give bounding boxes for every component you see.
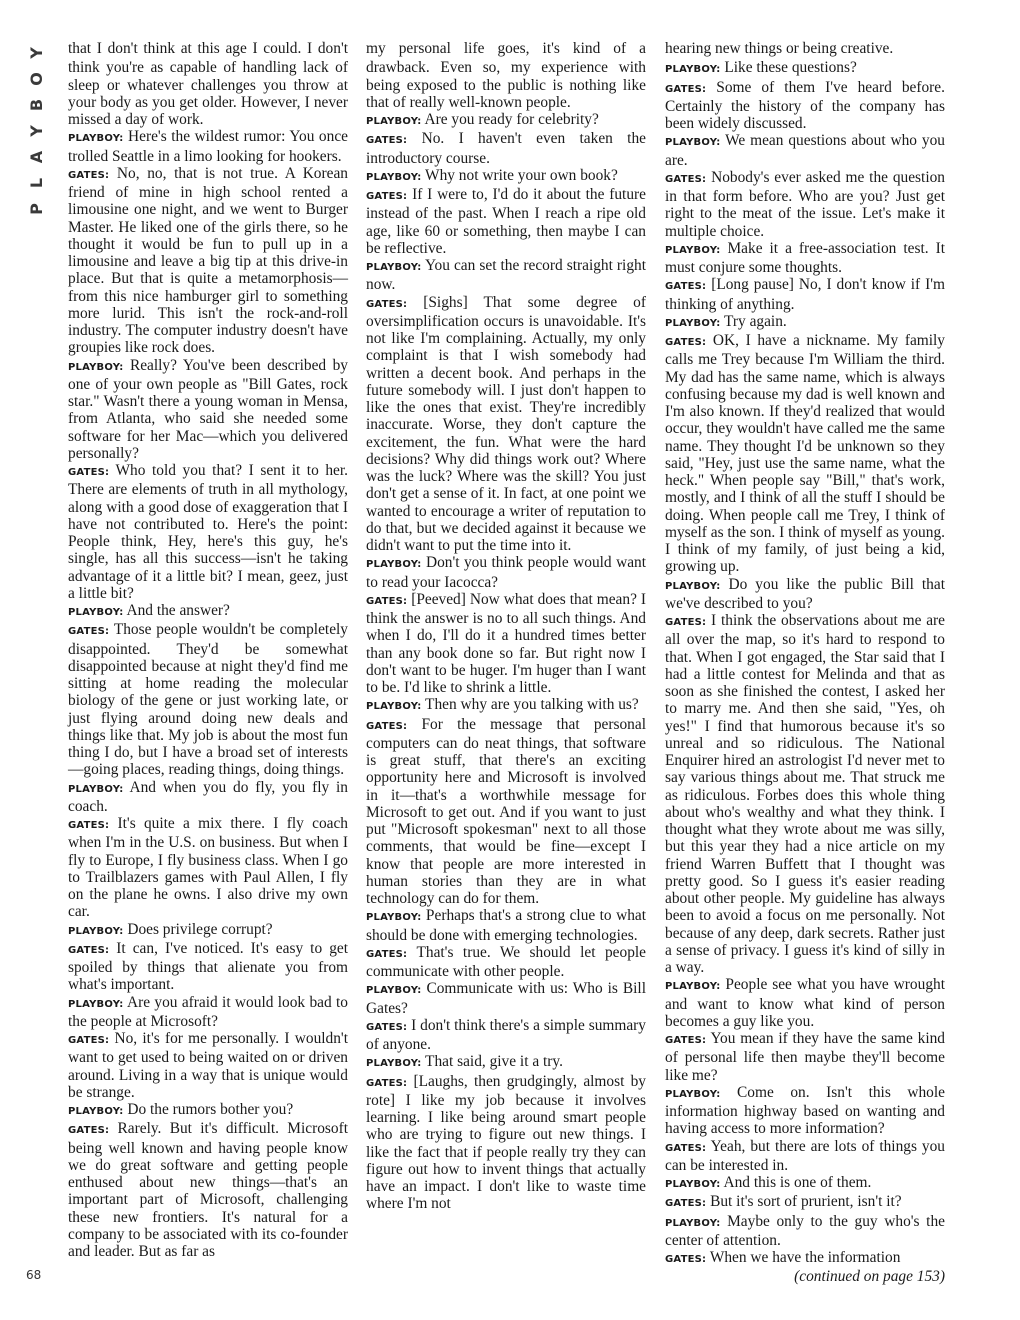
text-column-3 [665,40,945,1286]
speaker-label: GATES: [68,1125,110,1137]
interview-paragraph [366,554,646,591]
speaker-label: PLAYBOY: [366,912,422,924]
interview-paragraph [366,1017,646,1054]
interview-paragraph [665,332,945,576]
paragraph-text: That's true. We should let people communicate with other people. [366,943,647,980]
paragraph-text: [Sighs] That some degree of oversimplification occurs is unavoidable. It's not like I'm complaining. Actually, my only complaint is that I wish somebody had written a decent book. And perhaps in the future somebody will. I just don't happen to like the ones that exist. They're incredibly inaccurate. Worse, they don't capture the excitement, the fun. What were the hard decisions? Why did things work out? Where was the luck? Where was the skill? You just don't get a sense of it. In fact, at one point we wanted to encourage a writer of reputation to do that, but we decided against it because we didn't want to put the time into it. [366,293,646,554]
speaker-label: PLAYBOY: [366,985,422,997]
paragraph-text: Really? You've been described by one of your own people as "Bill Gates, rock star." Wasn't there a young woman in Mensa, from Atlanta, who said she needed some software for her Mac—which you delivered personally? [68,356,348,462]
paragraph-text: And when you do fly, you fly in coach. [68,778,349,815]
interview-paragraph [366,130,646,167]
speaker-label: PLAYBOY: [68,361,124,373]
speaker-label: GATES: [665,617,707,628]
paragraph-text: Who told you that? I sent it to her. There are elements of truth in all mythology, along with a good dose of exaggeration that I have not contributed to. Here's the point: People think, Hey, here's this guy, he's single, has all this success—isn't he taking advantage of it a little bit? I mean, geez, just a little bit? [68,462,348,602]
paragraph-text: It can, I've noticed. It's easy to get spoiled by things that alienate you from what's important. [68,939,348,994]
interview-paragraph [665,240,945,277]
interview-paragraph [665,1084,945,1138]
interview-paragraph [665,79,945,133]
speaker-label: PLAYBOY: [665,317,721,329]
interview-paragraph [68,462,348,602]
speaker-label: PLAYBOY: [68,1106,124,1117]
paragraph-text: my personal life goes, it's kind of a drawback. Even so, my experience with being exposed to the public is nothing like that of really well-known people. [366,40,646,111]
speaker-label: PLAYBOY: [68,783,124,795]
interview-paragraph [68,1030,348,1101]
interview-paragraph [68,602,348,621]
paragraph-text: Yeah, but there are lots of things you can be interested in. [665,1137,945,1174]
speaker-label: GATES: [665,1035,707,1046]
speaker-label: PLAYBOY: [665,137,721,149]
interview-paragraph [68,815,348,921]
speaker-label: PLAYBOY: [665,580,721,592]
text-column-2 [366,40,646,1213]
speaker-label: PLAYBOY: [366,1058,422,1070]
speaker-label: GATES: [665,281,707,293]
speaker-label: PLAYBOY: [665,981,721,993]
paragraph-text: Perhaps that's a strong clue to what should be done with emerging technologies. [366,907,646,944]
interview-paragraph [68,1101,348,1120]
paragraph-text: Some of them I've heard before. Certainly the history of the company has been widely discussed. [665,78,945,132]
interview-paragraph [665,313,945,332]
speaker-label: PLAYBOY: [68,607,124,618]
paragraph-text: hearing new things or being creative. [665,40,894,57]
speaker-label: PLAYBOY: [68,133,124,145]
interview-paragraph [665,976,945,1030]
paragraph-text: Nobody's ever asked me the question in that form before. Who are you? Just get right to the meat of the issue. Let's make it multiple choice. [665,168,945,240]
masthead-letter: Y [27,125,46,137]
speaker-label: GATES: [665,173,707,185]
paragraph-text: If I were to, I'd do it about the future instead of the past. When I reach a ripe old age, like 60 or something, then maybe I can be reflective. [366,186,646,257]
interview-paragraph [366,591,646,697]
interview-paragraph [366,111,646,130]
paragraph-text: Do the rumors bother you? [127,1101,294,1118]
interview-paragraph [68,357,348,463]
paragraph-text: No, it's for me personally. I wouldn't want to get used to being waited on or driven around. Living in a way that is unique would be strange. [68,1030,348,1101]
paragraph-text: But it's sort of prurient, isn't it? [710,1193,902,1211]
speaker-label: GATES: [366,720,408,732]
interview-paragraph [366,1073,646,1213]
speaker-label: PLAYBOY: [366,701,422,713]
interview-paragraph [366,294,646,555]
paragraph-text: Then why are you talking with us? [425,696,639,714]
speaker-label: PLAYBOY: [665,64,721,76]
paragraph-text: Don't you think people would want to read your Iacocca? [366,554,646,591]
speaker-label: GATES: [665,1142,707,1154]
paragraph-text: No. I haven't even taken the introductory course. [366,130,646,167]
speaker-label: PLAYBOY: [68,925,124,937]
paragraph-text: It's quite a mix there. I fly coach when I'm in the U.S. on business. But when I fly to Europe, I fly business class. When I go to Trailblazers games with Paul Allen, I fly on the plane he owns. I also drive my own car. [68,815,348,921]
interview-paragraph [366,186,646,257]
interview-paragraph [665,276,945,313]
interview-paragraph [366,716,646,908]
speaker-label: PLAYBOY: [366,171,422,183]
paragraph-text: People see what you have wrought and want to know what kind of person becomes a guy like you. [665,976,945,1030]
speaker-label: GATES: [366,1021,408,1033]
paragraph-text: You mean if they have the same kind of personal life then maybe they'll become like me? [665,1030,945,1084]
interview-paragraph [366,907,646,944]
speaker-label: PLAYBOY: [366,262,422,273]
speaker-label: GATES: [68,1035,110,1046]
interview-paragraph [68,165,348,357]
speaker-label: PLAYBOY: [665,1217,721,1229]
interview-paragraph [665,1030,945,1084]
interview-paragraph [366,167,646,186]
interview-paragraph [366,257,646,294]
speaker-label: PLAYBOY: [665,244,721,256]
interview-paragraph [665,59,945,78]
paragraph-text: And the answer? [126,602,230,619]
paragraph-text: That said, give it a try. [425,1053,563,1071]
speaker-label: GATES: [68,467,110,478]
speaker-label: GATES: [68,944,110,956]
paragraph-text: We mean questions about who you are. [665,132,945,169]
speaker-label: GATES: [665,1254,707,1265]
interview-paragraph [665,576,945,613]
interview-paragraph [68,779,348,816]
speaker-label: PLAYBOY: [665,1088,721,1100]
speaker-label: GATES: [68,626,110,638]
paragraph-text: Does privilege corrupt? [127,920,273,938]
interview-paragraph [366,1053,646,1072]
paragraph-text: OK, I have a nickname. My family calls me Trey because I'm William the third. My dad has the same name, which is always confusing because my dad is well known and I'm also known. If they'd realized that would occur, they wouldn't have called me the same name. They thought I'd be unknown so they said, "Hey, just use the same name, what the heck." When people say "Bill," that's work, mostly, and I think of all the stuff I should be doing. When people call me Trey, I think of myself as the son. I think of myself as young. I think of my family, of just being a kid, growing up. [665,332,945,576]
masthead-letter: A [26,150,46,164]
speaker-label: PLAYBOY: [665,1179,721,1190]
speaker-label: GATES: [366,135,408,147]
paragraph-text: Make it a free-association test. It must conjure some thoughts. [665,239,945,276]
interview-paragraph [665,1138,945,1175]
speaker-label: GATES: [366,1077,408,1089]
speaker-label: GATES: [366,191,408,202]
speaker-label: PLAYBOY: [68,998,124,1010]
paragraph-text: Do you like the public Bill that we've described to you? [665,575,945,612]
interview-paragraph [68,1120,348,1260]
interview-paragraph [366,980,646,1017]
interview-paragraph [665,169,945,240]
interview-paragraph [366,944,646,981]
masthead-letter: L [26,177,46,189]
continued-note: (continued on page 153) [794,1268,945,1286]
paragraph-text: Maybe only to the guy who's the center of attention. [665,1212,945,1249]
page-number: 68 [26,1268,42,1282]
paragraph-text: Try again. [724,312,787,330]
interview-paragraph [68,128,348,165]
speaker-label: PLAYBOY: [366,116,422,127]
interview-paragraph [366,696,646,715]
paragraph-text: Are you afraid it would look bad to the people at Microsoft? [68,993,348,1030]
paragraph-text: [Long pause] No, I don't know if I'm thinking of anything. [665,276,945,313]
speaker-label: GATES: [665,1198,707,1210]
paragraph-text: Those people wouldn't be completely disappointed. They'd be somewhat disappointed because at night they'd find me sitting at home reading the molecular biology of the gene or just working late, or just flying around doing new deals and things like that. My job is about the most fun thing I do, but I have a broad set of interests—going places, reading things, doing things. [68,621,348,779]
interview-paragraph [665,1193,945,1212]
paragraph-text: Communicate with us: Who is Bill Gates? [366,980,646,1017]
interview-paragraph [665,132,945,169]
masthead-letter: B [26,98,46,112]
paragraph-text: Like these questions? [724,59,857,77]
paragraph-text: that I don't think at this age I could. I don't think you're as capable of handling lack of sleep or whatever challenges you throw at your body as you get older. However, I never missed a day of work. [68,40,348,128]
paragraph-text: Are you ready for celebrity? [424,111,599,128]
interview-paragraph [665,1249,945,1268]
speaker-label: GATES: [665,83,707,95]
interview-paragraph [68,921,348,940]
interview-paragraph [665,612,945,976]
speaker-label: GATES: [68,169,110,181]
interview-paragraph [68,40,348,128]
speaker-label: GATES: [366,948,408,960]
interview-paragraph [665,1174,945,1193]
speaker-label: GATES: [366,595,408,607]
interview-paragraph [665,40,945,59]
paragraph-text: [Peeved] Now what does that mean? I think the answer is no to all such things. And when I do, I'll do it a hundred times better than any book done so far. But right now I don't want to be huger. I'm huger than I want to be. I'd like to shrink a little. [366,590,646,696]
paragraph-text: You can set the record straight right now. [366,257,647,294]
paragraph-text: I don't think there's a simple summary of anyone. [366,1016,646,1053]
masthead-letter: P [26,203,46,215]
paragraph-text: Rarely. But it's difficult. Microsoft being well known and having people know we do great software and getting people enthused about new things—that's an important part of Microsoft, challenging these new frontiers. It's natural for a company to be associated with its co-founder and leader. But as far as [68,1120,348,1260]
text-column-1 [68,40,348,1260]
paragraph-text: [Laughs, then grudgingly, almost by rote] I like my job because it involves learning. I like being around smart people who are trying to figure out new things. I like the fact that if people really try they can figure out how to invent things that actually have an impact. I don't like to waste time where I'm not [366,1072,646,1213]
speaker-label: GATES: [665,337,707,348]
paragraph-text: Come on. Isn't this whole information highway based on wanting and having access to more information? [665,1083,945,1138]
speaker-label: GATES: [366,298,408,310]
interview-paragraph [68,940,348,994]
paragraph-text: And this is one of them. [723,1174,872,1191]
masthead-letter: Y [27,47,46,59]
speaker-label: GATES: [68,820,110,831]
speaker-label: PLAYBOY: [366,559,422,571]
paragraph-text: I think the observations about me are all over the map, so it's hard to respond to that. When I got engaged, the Star said that I had a little contest for Melinda and that as soon as she finished the contest, I asked her to marry me. And then she said, "Yes, oh yes!" I find that humorous because it's so unreal and so ridiculous. The National Enquirer hired an astrologist I'd never met to say various things about me. That struck me as ridiculous. Forbes does this whole thing about who's wealthy and what they think. I thought what they wrote about me was silly, but this year they had a nice article on my friend Warren Buffett that I thought was pretty good. So I guess it's easier reading about other people. My guideline has always been to avoid a focus on me personally. Not because of any deep, dark secrets. Rather just a sense of privacy. I guess it's kind of silly in a way. [665,612,945,976]
paragraph-text: When we have the information [709,1249,901,1266]
paragraph-text: Here's the wildest rumor: You once trolled Seattle in a limo looking for hookers. [68,128,348,165]
interview-paragraph [68,621,348,778]
paragraph-text: Why not write your own book? [425,166,618,184]
masthead-vertical [22,40,52,222]
interview-paragraph [366,40,646,111]
interview-paragraph [665,1213,945,1250]
masthead-letter: O [26,72,46,86]
paragraph-text: For the message that personal computers can do neat things, that software is great stuff, that there's an exciting opportunity here and Microsoft is involved in it—that's a worthwhile message for Microsoft to get out. And if you want to just put "Microsoft spokesman" next to all those comments, that would be fine—except I know that people are more interested in human stories than they are in what technology can do for them. [366,715,646,907]
paragraph-text: No, no, that is not true. A Korean friend of mine in high school rented a limousine one night, and we went to Burger Master. He liked one of the girls there, so he thought it would be fun to pull up in a limousine and leave a big tip at this drive-in place. But that is quite a metamorphosis—from this nice hamburger girl to something more lurid. This isn't the rock-and-roll industry. The computer industry doesn't have groupies like rock does. [68,164,348,357]
interview-paragraph [68,994,348,1031]
